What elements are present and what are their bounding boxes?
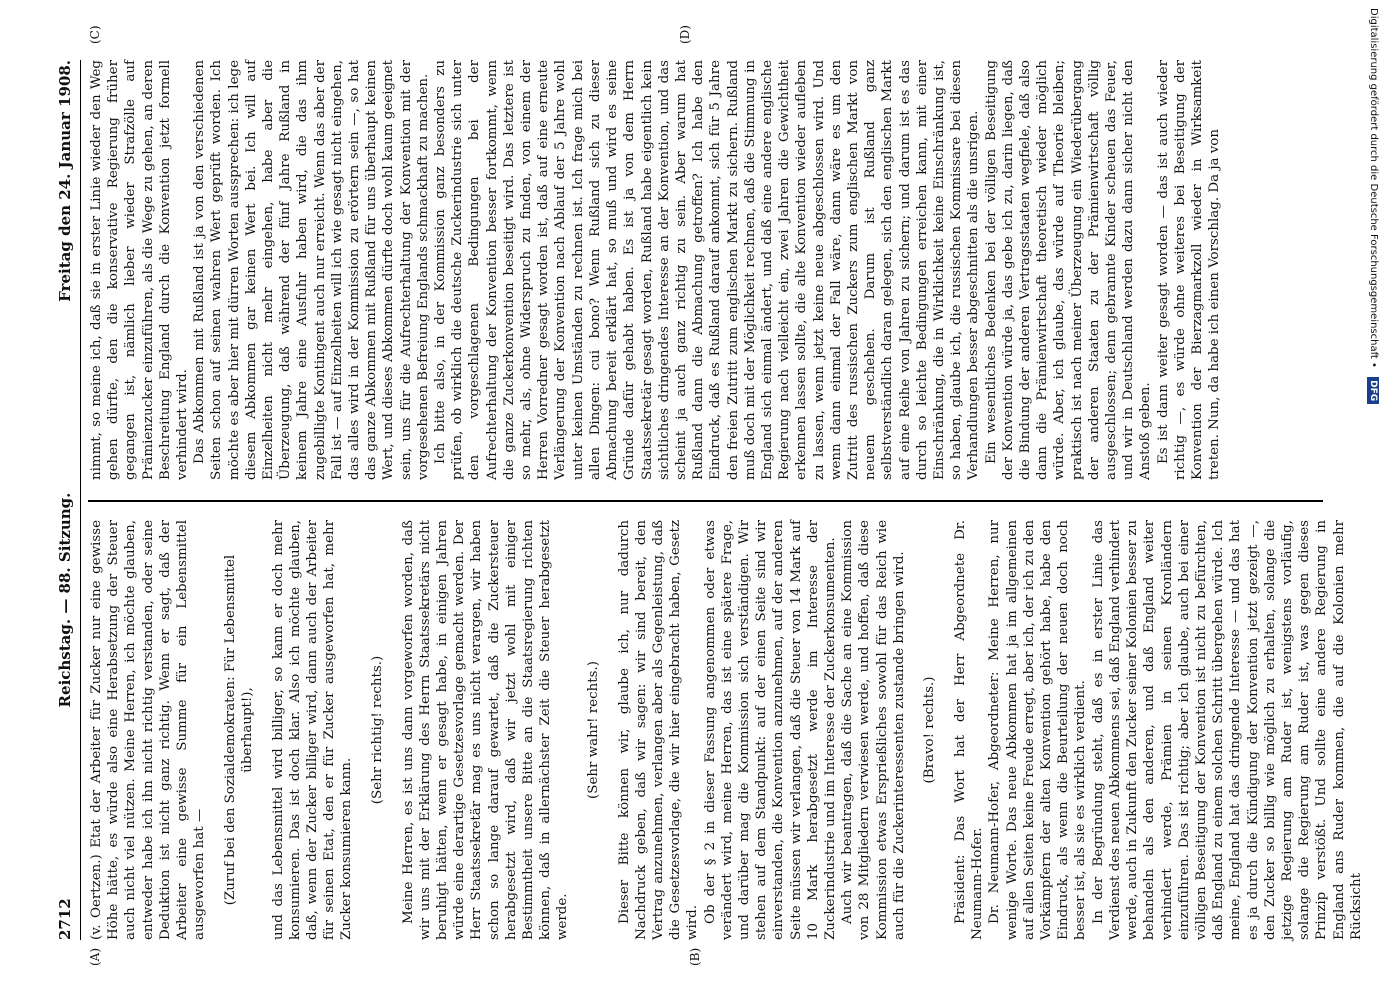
left-column bbox=[88, 520, 1365, 966]
paragraph: In der Begründung steht, daß es in erster Linie das Verdienst des neuen Abkommens sei, daß England verhindert werde, auch in Zukunft den Zucker seiner Kolonien besser zu behandeln als den anderen, und daß England weiter verhindert werde, Prämien in seinen Kronländern einzuführen. Das ist richtig; aber ich glaube, auch bei einer völligen Beseitigung der Konvention ist nicht zu befürchten, daß England zu einem solchen Schritt übergehen würde. Ich meine, England hat das dringende Interesse — und das hat es ja durch die Kündigung der Konvention jetzt gezeigt —, den Zucker so billig wie möglich zu erhalten, solange die jetzige Regierung am Ruder ist, wenigstens vorläufig, solange die Regierung am Ruder ist, was gegen dieses Prinzip verstößt. Und sollte eine andere Regierung in England ans Ruder kommen, die auf die Kolonien mehr Rücksicht bbox=[1090, 520, 1364, 940]
paragraph: (v. Oertzen.) Etat der Arbeiter für Zucker nur eine gewisse Höhe hätte, es würde also eine Herabsetzung der Steuer auch nicht viel nützen. Meine Herren, ich möchte glauben, entweder habe ich ihn nicht richtig verstanden, oder seine Deduktion ist nicht ganz richtig. Wenn er sagt, daß der Arbeiter eine gewisse Summe für ein Lebensmittel ausgeworfen hat — bbox=[89, 520, 208, 940]
newspaper-page bbox=[40, 20, 1364, 980]
margin-mark-d: (D) bbox=[678, 25, 692, 44]
paragraph: Ein wesentliches Bedenken bei der völligen Beseitigung der Konvention würde ja, das gebe ich zu, darin liegen, daß die Bindung der anderen Vertragsstaaten wegfiele, daß also dann die Prämienwirtschaft theoretisch wieder möglich würde. Aber, ich glaube, das würde auf Theorie bleiben; praktisch ist nach meiner Überzeugung ein Wiederübergang der anderen Staaten zu der Prämienwirtschaft völlig ausgeschlossen; denn gebrannte Kinder scheuen das Feuer, und wir in Deutschland werden dazu dann sicher nicht den Anstoß geben. bbox=[983, 60, 1154, 480]
scanned-page-area bbox=[40, 20, 1364, 980]
dfg-notice bbox=[1365, 8, 1381, 993]
margin-mark-a: (A) bbox=[88, 947, 102, 966]
paragraph: Das Abkommen mit Rußland ist ja von den verschiedenen Seiten schon auf seinen wahren Wert geprüft worden. Ich möchte es aber hier mit dürren Worten aussprechen: ich lege diesem Abkommen gar keinen Wert bei. Ich will auf Einzelheiten nicht mehr eingehen, habe aber die Überzeugung, daß während der fünf Jahre Rußland in keinem Jahre eine Ausfuhr haben wird, die das ihm zugebilligte Kontingent auch nur erreicht. Wenn das aber der Fall ist — auf Einzelheiten will ich wie gesagt nicht eingehen, das alles wird in der Kommission zu erörtern sein —, so hat das ganze Abkommen mit Rußland für uns überhaupt keinen Wert, und dieses Abkommen dürfte doch wohl kaum geeignet sein, uns für die Aufrechterhaltung der Konvention mit der vorgesehenen Befreiung Englands schmackhaft zu machen. bbox=[192, 60, 431, 480]
paragraph: Ich bitte also, in der Kommission ganz besonders zu prüfen, ob wirklich die deutsche Zuckerindustrie sich unter den vorgeschlagenen Bedingungen bei der Aufrechterhaltung der Konvention besser fortkommt, wenn die ganze Zuckerkonvention beseitigt wird. Das letztere ist so mehr, als, ohne Widerspruch zu finden, von einem der Herren Vorredner gesagt worden ist, daß auf eine erneute Verlängerung der Konvention nach Ablauf der 5 Jahre wohl unter keinen Umständen zu rechnen ist. Ich frage mich bei allen Dingen: cui bono? Wenn Rußland sich zu dieser Abmachung bereit erklärt hat, so muß und wird es seine Gründe dafür gehabt haben. Es ist ja von dem Herrn Staatssekretär gesagt worden, Rußland habe eigentlich kein sichtliches dringendes Interesse an der Konvention, und das scheint ja auch ganz richtig zu sein. Aber warum hat Rußland dann die Abmachung getroffen? Ich habe den Eindruck, daß es Rußland darauf ankommt, sich für 5 Jahre den freien Zutritt zum englischen Markt zu sichern. Rußland muß doch mit der Möglichkeit rechnen, daß die Stimmung in England sich einmal ändert, und daß eine andere englische Regierung nach vielleicht ein, zwei Jahren die Gewichtheit erkennen lassen sollte, die alte Konvention wieder aufleben zu lassen, wenn jetzt keine neue abgeschlossen wird. Und wenn dann einmal der Fall wäre, dann wäre es um den Zutritt des russischen Zuckers zum englischen Markt von neuem geschehen. Darum ist Rußland ganz selbstverständlich daran gelegen, sich den englischen Markt auf eine Reihe von Jahren zu sichern; und darum ist es das durch so leichte Bedingungen erreichen kann, mit einer Einschränkung, die in Wirklichkeit keine Einschränkung ist, so haben, glaube ich, die russischen Kommissare bei diesen Verhandlungen besser abgeschnitten als die unsrigen. bbox=[433, 60, 982, 480]
page-number: 2712 bbox=[56, 898, 74, 940]
column-divider bbox=[88, 501, 1323, 503]
paragraph: und das Lebensmittel wird billiger, so kann er doch mehr konsumieren. Das ist doch klar. Also ich möchte glauben, daß, wenn der Zucker billiger wird, dann auch der Arbeiter für seinen Etat, den er für Zucker ausgeworfen hat, mehr Zucker konsumieren kann. bbox=[270, 520, 355, 940]
interjection: (Sehr richtig! rechts.) bbox=[370, 655, 386, 805]
dfg-notice-text: Digitalisierung gefördert durch die Deutsche Forschungsgemeinschaft • bbox=[1368, 8, 1379, 368]
interjection: (Sehr wahr! rechts.) bbox=[586, 661, 602, 799]
session-title: Reichstag. — 88. Sitzung. bbox=[56, 492, 74, 708]
dfg-logo: DFG bbox=[1367, 377, 1379, 404]
right-column bbox=[88, 25, 1223, 480]
paragraph: nimmt, so meine ich, daß sie in erster Linie wieder den Weg gehen dürfte, den die konservative Regierung früher gegangen ist, nämlich lieber wieder Strafzölle auf Prämienzucker einzuführen, als die Wege zu gehen, an deren Beschreitung England durch die Konvention jetzt formell verhindert wird. bbox=[89, 60, 191, 480]
margin-mark-c: (C) bbox=[88, 25, 102, 44]
paragraph: Dieser Bitte können wir, glaube ich, nur dadurch Nachdruck geben, daß wir sagen: wir sind bereit, den Vertrag anzunehmen, verlangen aber als Gegenleistung, daß die Gesetzesvorlage, die wir hier eingebracht haben, Gesetz wird. bbox=[616, 520, 701, 940]
interjection: (Bravo! rechts.) bbox=[922, 676, 938, 784]
paragraph: Es ist dann weiter gesagt worden — das ist auch wieder richtig —, es würde ohne weiteres bei Beseitigung der Konvention der Bierzagmarkzoll wieder in Wirksamkeit treten. Nun, da habe ich einen Vorschlag. Da ja von bbox=[1155, 60, 1223, 480]
speaker-paragraph: Dr. Neumann-Hofer, Abgeordneter: Meine Herren, nur wenige Worte. Das neue Abkommen hat ja im allgemeinen auf allen Seiten keine Freude erregt, aber ich, der ich zu den Vorkämpfern der alten Konvention gehört habe, habe den Eindruck, als wenn die Beurteilung der neuen doch noch besser ist, als sie es wirklich verdient. bbox=[987, 520, 1089, 940]
session-date: Freitag den 24. Januar 1908. bbox=[56, 60, 74, 302]
interjection: (Zuruf bei den Sozialdemokraten: Für Lebensmittel überhaupt!), bbox=[222, 554, 256, 906]
header-rule bbox=[80, 60, 81, 940]
page-header bbox=[54, 60, 76, 940]
speaker-paragraph: Präsident: Das Wort hat der Herr Abgeordnete Dr. Neumann-Hofer. bbox=[953, 520, 986, 940]
margin-mark-b: (B) bbox=[688, 947, 702, 966]
paragraph: Meine Herren, es ist uns dann vorgeworfen worden, daß wir uns mit der Erklärung des Herrn Staatssekretärs nicht beruhigt hätten, wenn er gesagt habe, in einigen Jahren würde eine derartige Gesetzesvorlage gemacht werden. Der Herr Staatssekretär mag es uns nicht verargen, wir haben schon so lange darauf gewartet, daß die Zuckersteuer herabgesetzt wird, daß wir jetzt wohl mit einiger Bestimmtheit unsere Bitte an die Staatsregierung richten können, daß in allernächster Zeit die Steuer herabgesetzt werde. bbox=[400, 520, 571, 940]
paragraph: Auch wir beantragen, daß die Sache an eine Kommission von 28 Mitgliedern verwiesen werde, und hoffen, daß diese Kommission etwas Ersprießliches sowohl für das Reich wie auch für die Zuckerinteressenten zustande bringen wird. bbox=[840, 520, 907, 940]
paragraph: Ob der § 2 in dieser Fassung angenommen oder etwas verändert wird, meine Herren, das ist eine spätere Frage, und darüber mag die Kommission sich verständigen. Wir stehen auf dem Standpunkt: auf der einen Seite sind wir einverstanden, die Konvention anzunehmen, auf der anderen Seite müssen wir verlangen, daß die Steuer von 14 Mark auf 10 Mark herabgesetzt werde im Interesse der Zuckerindustrie und im Interesse der Zuckerkonsumenten. bbox=[702, 520, 839, 940]
